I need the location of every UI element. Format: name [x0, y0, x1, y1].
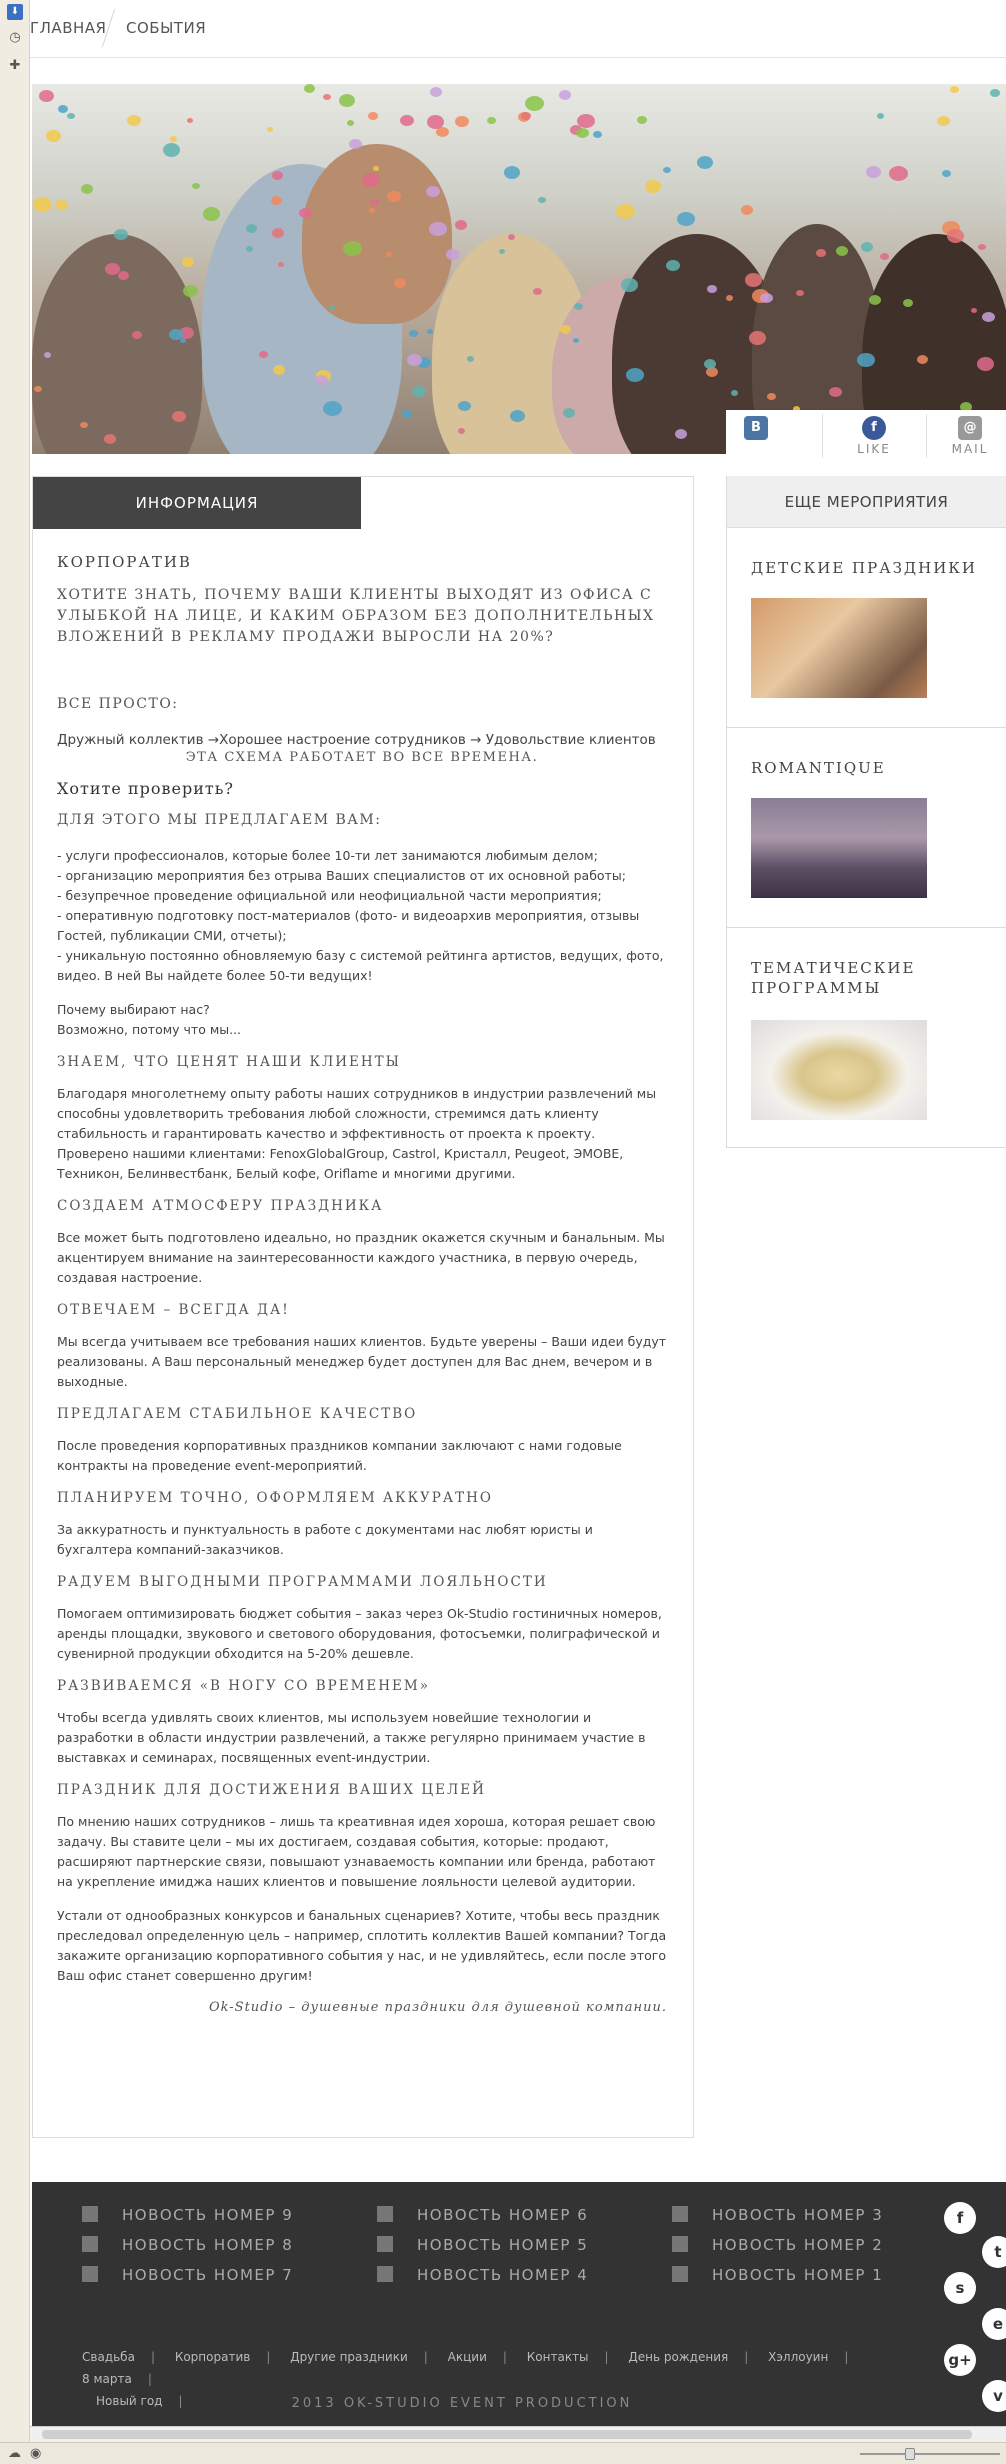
section-heading: РАЗВИВАЕМСЯ «В НОГУ СО ВРЕМЕНЕМ»	[57, 1678, 430, 1694]
news-label[interactable]: НОВОСТЬ НОМЕР 9	[122, 2206, 294, 2224]
confetti-piece	[170, 136, 177, 142]
news-label[interactable]: НОВОСТЬ НОМЕР 4	[417, 2266, 589, 2284]
sidebar-item-label[interactable]: ROMANTIQUE	[751, 759, 886, 777]
section-heading: ПЛАНИРУЕМ ТОЧНО, ОФОРМЛЯЕМ АККУРАТНО	[57, 1490, 493, 1506]
confetti-piece	[677, 212, 695, 226]
bookmark-icon[interactable]: ⬇	[7, 4, 23, 20]
confetti-piece	[767, 393, 776, 400]
square-icon	[672, 2236, 688, 2252]
confetti-piece	[370, 199, 379, 206]
footer-link[interactable]: Свадьба	[82, 2350, 135, 2364]
confetti-piece	[836, 246, 848, 256]
news-label[interactable]: НОВОСТЬ НОМЕР 6	[417, 2206, 589, 2224]
section-text: Мы всегда учитываем все требования наших клиентов. Будьте уверены – Ваши идеи будут реализованы. А Ваш персональный менеджер будет доступен для Вас днем, вечером и в выходные.	[57, 1334, 667, 1389]
news-link[interactable]	[377, 2266, 588, 2284]
offer-heading: ДЛЯ ЭТОГО МЫ ПРЕДЛАГАЕМ ВАМ:	[57, 812, 382, 828]
scheme-subtitle: ЭТА СХЕМА РАБОТАЕТ ВО ВСЕ ВРЕМЕНА.	[185, 750, 539, 765]
like-label: LIKE	[857, 442, 891, 456]
hero-person	[302, 144, 452, 324]
confetti-piece	[593, 131, 602, 138]
section-heading: ПРАЗДНИК ДЛЯ ДОСТИЖЕНИЯ ВАШИХ ЦЕЛЕЙ	[57, 1782, 486, 1798]
section-heading: РАДУЕМ ВЫГОДНЫМИ ПРОГРАММАМИ ЛОЯЛЬНОСТИ	[57, 1574, 548, 1590]
footer-link[interactable]: Хэллоуин	[768, 2350, 829, 2364]
confetti-piece	[458, 401, 471, 411]
copyright: 2013 OK-STUDIO EVENT PRODUCTION	[291, 2396, 633, 2411]
confetti-piece	[104, 434, 116, 444]
article-panel	[32, 476, 694, 2138]
vimeo-social-icon[interactable]: v	[982, 2380, 1006, 2412]
confetti-piece	[163, 143, 180, 157]
list-item: - уникальную постоянно обновляемую базу с системой рейтинга артистов, ведущих, фото, видео. В ней Вы найдете более 50-ти ведущих!	[57, 948, 664, 983]
confetti-piece	[731, 390, 738, 396]
confetti-piece	[707, 285, 717, 293]
confetti-piece	[749, 331, 766, 345]
confetti-piece	[990, 89, 1000, 97]
confetti-piece	[467, 356, 474, 362]
confetti-piece	[430, 87, 442, 97]
sidebar-item-thematic[interactable]	[727, 928, 1006, 1148]
events-sidebar	[726, 476, 1006, 1148]
confetti-piece	[55, 200, 68, 210]
news-link[interactable]	[672, 2206, 883, 2224]
browser-status-bar	[0, 2442, 1006, 2464]
scrollbar-thumb[interactable]	[42, 2430, 972, 2439]
confetti-piece	[697, 156, 713, 169]
section-text: Все может быть подготовлено идеально, но праздник окажется скучным и банальным. Мы акцентируем внимание на заинтересованности каждого участника, в первую очередь, создавая настроение.	[57, 1230, 665, 1285]
zoom-slider-knob[interactable]	[905, 2448, 915, 2460]
footer-link[interactable]: Корпоратив	[174, 2350, 251, 2364]
site-footer	[32, 2182, 1006, 2442]
confetti-piece	[114, 229, 128, 240]
confetti-piece	[44, 352, 51, 358]
confetti-piece	[368, 112, 378, 120]
confetti-piece	[271, 196, 282, 205]
confetti-piece	[58, 105, 68, 113]
confetti-piece	[487, 117, 496, 124]
confetti-piece	[577, 114, 595, 128]
confetti-piece	[347, 120, 354, 126]
confetti-piece	[273, 365, 285, 375]
footer-link[interactable]: Акции	[447, 2350, 487, 2364]
confetti-piece	[339, 94, 355, 107]
mail-icon[interactable]: @	[958, 416, 982, 440]
nav-home-link[interactable]: ГЛАВНАЯ	[30, 19, 107, 37]
sidebar-item-romantique[interactable]	[727, 728, 1006, 928]
confetti-piece	[246, 246, 253, 252]
confetti-piece	[947, 229, 964, 243]
confetti-piece	[525, 96, 544, 111]
confetti-piece	[816, 249, 826, 257]
confetti-piece	[978, 244, 986, 250]
confetti-piece	[304, 84, 315, 93]
why-question: Почему выбирают нас?	[57, 1002, 210, 1017]
confetti-piece	[950, 86, 959, 93]
confetti-piece	[574, 303, 583, 310]
twitter-social-icon[interactable]: t	[982, 2236, 1006, 2268]
footer-link[interactable]: 8 марта	[82, 2372, 132, 2386]
confetti-piece	[666, 260, 680, 271]
article-title: КОРПОРАТИВ	[57, 553, 192, 571]
confetti-piece	[626, 368, 644, 382]
footer-links: Свадьба | Корпоратив | Другие праздники | Акции | Контакты | День рождения | Хэллоуин | 8 марта | Новый год |	[82, 2346, 902, 2412]
confetti-piece	[183, 285, 198, 297]
confetti-piece	[866, 166, 881, 178]
confetti-piece	[132, 331, 142, 339]
confetti-piece	[426, 186, 440, 197]
googleplus-social-icon[interactable]: g+	[944, 2344, 976, 2376]
confetti-piece	[563, 408, 575, 418]
confetti-piece	[323, 401, 342, 416]
confetti-piece	[458, 428, 465, 434]
facebook-like[interactable]	[844, 416, 904, 456]
confetti-piece	[937, 116, 950, 126]
square-icon	[672, 2206, 688, 2222]
confetti-piece	[182, 257, 194, 267]
section-text: После проведения корпоративных праздников компании заключают с нами годовые контракты на проведение event-мероприятий.	[57, 1438, 622, 1473]
confetti-piece	[400, 115, 414, 126]
confetti-piece	[704, 359, 716, 369]
confetti-piece	[169, 329, 183, 340]
confetti-piece	[362, 173, 380, 187]
confetti-piece	[278, 262, 284, 267]
confetti-piece	[521, 112, 531, 120]
confetti-piece	[576, 128, 589, 138]
hero-image	[32, 84, 1006, 454]
confetti-piece	[272, 171, 283, 180]
camera-icon[interactable]: ◉	[30, 2446, 42, 2461]
kids-party-thumbnail[interactable]	[751, 598, 927, 698]
confetti-piece	[861, 242, 873, 252]
news-link[interactable]	[377, 2236, 588, 2254]
confetti-piece	[880, 253, 889, 260]
list-item: - организацию мероприятия без отрыва Ваших специалистов от их основной работы;	[57, 868, 626, 883]
confetti-piece	[267, 127, 273, 132]
confetti-piece	[259, 351, 268, 358]
sidebar-item-label[interactable]: ДЕТСКИЕ ПРАЗДНИКИ	[751, 559, 977, 577]
section-heading: ОТВЕЧАЕМ – ВСЕГДА ДА!	[57, 1302, 290, 1318]
news-link[interactable]	[672, 2266, 883, 2284]
confetti-piece	[877, 113, 884, 119]
divider	[822, 414, 823, 458]
confetti-piece	[118, 271, 129, 280]
vk-share[interactable]	[726, 416, 786, 440]
news-link[interactable]	[82, 2266, 293, 2284]
why-answer: Возможно, потому что мы...	[57, 1022, 242, 1037]
confetti-piece	[455, 116, 469, 127]
horizontal-scrollbar[interactable]	[30, 2426, 1006, 2442]
confetti-piece	[508, 234, 515, 240]
footer-link[interactable]: Новый год	[96, 2394, 163, 2408]
top-navigation	[30, 0, 1006, 58]
skype-social-icon[interactable]: s	[944, 2272, 976, 2304]
confetti-piece	[455, 220, 467, 230]
email-social-icon[interactable]: e	[982, 2308, 1006, 2340]
why-block	[57, 1000, 667, 1040]
signature: Ok-Studio – душевные праздники для душевной компании.	[208, 2000, 667, 2015]
confetti-piece	[323, 94, 331, 100]
pasta-thumbnail[interactable]	[751, 1020, 927, 1120]
news-link[interactable]	[672, 2236, 883, 2254]
confetti-piece	[903, 299, 913, 307]
confetti-piece	[645, 180, 661, 193]
news-label[interactable]: НОВОСТЬ НОМЕР 1	[712, 2266, 884, 2284]
confetti-piece	[39, 90, 54, 102]
confetti-piece	[446, 249, 460, 260]
cloud-icon[interactable]: ☁	[8, 2446, 21, 2461]
confetti-piece	[127, 115, 141, 126]
confetti-piece	[246, 224, 257, 233]
confetti-piece	[982, 312, 995, 322]
news-link[interactable]	[82, 2236, 293, 2254]
confetti-piece	[373, 166, 379, 171]
confetti-piece	[394, 278, 406, 288]
confetti-piece	[889, 166, 908, 181]
confetti-piece	[33, 197, 52, 212]
confetti-piece	[760, 293, 773, 303]
confetti-piece	[386, 252, 392, 257]
section-text: По мнению наших сотрудников – лишь та креативная идея хороша, которая решает свою задачу. Вы ставите цели – мы их достигаем, создавая события, которые: продают, расширяют партнерские связи, повышают узнаваемость компании или бренда, работают на укрепление имиджа наших клиентов и повышение лояльности целевой аудитории.	[57, 1814, 656, 1889]
mail-share[interactable]	[940, 416, 1000, 456]
footer-link[interactable]: Другие праздники	[290, 2350, 408, 2364]
confetti-piece	[745, 273, 762, 287]
confetti-piece	[971, 308, 977, 313]
confetti-piece	[504, 166, 520, 179]
nav-events-link[interactable]: СОБЫТИЯ	[126, 19, 207, 37]
facebook-icon[interactable]: f	[862, 416, 886, 440]
footer-link[interactable]: День рождения	[628, 2350, 729, 2364]
confetti-piece	[387, 191, 401, 202]
section-heading: ПРЕДЛАГАЕМ СТАБИЛЬНОЕ КАЧЕСТВО	[57, 1406, 418, 1422]
confetti-piece	[409, 330, 418, 337]
square-icon	[377, 2206, 393, 2222]
confetti-piece	[402, 410, 412, 418]
romantique-thumbnail[interactable]	[751, 798, 927, 898]
confetti-piece	[427, 115, 444, 129]
divider	[926, 414, 927, 458]
confetti-piece	[857, 353, 875, 367]
confetti-piece	[407, 354, 422, 366]
confetti-piece	[429, 222, 447, 236]
news-label[interactable]: НОВОСТЬ НОМЕР 2	[712, 2236, 884, 2254]
confetti-piece	[663, 167, 671, 173]
sidebar-title: ЕЩЕ МЕРОПРИЯТИЯ	[727, 476, 1006, 528]
square-icon	[82, 2206, 98, 2222]
confetti-piece	[917, 355, 928, 364]
confetti-piece	[272, 228, 284, 238]
confetti-piece	[192, 183, 200, 189]
mail-label: MAIL	[951, 442, 989, 456]
vk-icon[interactable]: В	[744, 416, 768, 440]
confetti-piece	[412, 386, 426, 397]
news-label[interactable]: НОВОСТЬ НОМЕР 3	[712, 2206, 884, 2224]
history-icon[interactable]: ◷	[9, 30, 21, 45]
confetti-piece	[80, 422, 88, 428]
square-icon	[82, 2236, 98, 2252]
confetti-piece	[187, 118, 193, 123]
confetti-piece	[67, 113, 75, 119]
section-heading: ЗНАЕМ, ЧТО ЦЕНЯТ НАШИ КЛИЕНТЫ	[57, 1054, 401, 1070]
facebook-social-icon[interactable]: f	[944, 2202, 976, 2234]
confetti-piece	[560, 325, 571, 334]
confetti-piece	[533, 288, 542, 295]
confetti-piece	[559, 90, 571, 100]
news-label[interactable]: НОВОСТЬ НОМЕР 8	[122, 2236, 294, 2254]
tab-info[interactable]: ИНФОРМАЦИЯ	[33, 477, 361, 529]
list-item: - оперативную подготовку пост-материалов (фото- и видеоархив мероприятия, отзывы Гостей, публикации СМИ, отчеты);	[57, 908, 640, 943]
section-text: За аккуратность и пунктуальность в работе с документами нас любят юристы и бухгалтера компаний-заказчиков.	[57, 1522, 593, 1557]
check-heading: Хотите проверить?	[57, 779, 235, 798]
confetti-piece	[977, 357, 994, 371]
news-label[interactable]: НОВОСТЬ НОМЕР 5	[417, 2236, 589, 2254]
section-text: Помогаем оптимизировать бюджет события – заказ через Ok-Studio гостиничных номеров, аренды площадки, звукового и светового оборудования, фотосъемки, полиграфической и сувенирной продукции обходится на 5-20% дешевле.	[57, 1606, 662, 1661]
confetti-piece	[616, 204, 635, 219]
confetti-piece	[329, 305, 335, 310]
footer-link[interactable]: Контакты	[526, 2350, 589, 2364]
scheme-text: Дружный коллектив →Хорошее настроение сотрудников → Удовольствие клиентов	[57, 732, 656, 748]
confetti-piece	[741, 205, 753, 215]
confetti-piece	[637, 116, 647, 124]
news-link[interactable]	[377, 2206, 588, 2224]
confetti-piece	[46, 130, 61, 142]
confetti-piece	[538, 197, 546, 203]
simple-heading: ВСЕ ПРОСТО:	[57, 696, 179, 712]
confetti-piece	[829, 387, 842, 397]
offer-list	[57, 846, 667, 986]
confetti-piece	[796, 290, 804, 296]
browser-sidebar	[0, 0, 30, 2464]
confetti-piece	[573, 338, 579, 343]
sidebar-item-kids[interactable]	[727, 528, 1006, 728]
confetti-piece	[942, 170, 951, 177]
confetti-piece	[349, 139, 362, 149]
confetti-piece	[299, 208, 312, 218]
confetti-piece	[869, 295, 881, 305]
confetti-piece	[621, 278, 638, 292]
confetti-piece	[34, 386, 42, 392]
list-item: - услуги профессионалов, которые более 10-ти лет занимаются любимым делом;	[57, 848, 598, 863]
confetti-piece	[315, 375, 328, 385]
news-label[interactable]: НОВОСТЬ НОМЕР 7	[122, 2266, 294, 2284]
confetti-piece	[369, 208, 375, 213]
confetti-piece	[510, 410, 525, 422]
section-text: Чтобы всегда удивлять своих клиентов, мы используем новейшие технологии и разработки в области индустрии развлечений, а также регулярно принимаем участие в выставках и семинарах, посвященных event-индустрии.	[57, 1710, 646, 1765]
sidebar-item-label[interactable]: ТЕМАТИЧЕСКИЕ ПРОГРАММЫ	[751, 959, 916, 997]
square-icon	[377, 2236, 393, 2252]
confetti-piece	[427, 329, 433, 334]
add-icon[interactable]: ✚	[9, 58, 21, 73]
confetti-piece	[81, 184, 93, 194]
square-icon	[377, 2266, 393, 2282]
list-item: - безупречное проведение официальной или неофициальной части мероприятия;	[57, 888, 602, 903]
section-text: Благодаря многолетнему опыту работы наших сотрудников в индустрии развлечений мы способны удовлетворить требования любой сложности, стремимся дать клиенту стабильность и гарантировать качество и эффективность от проекта к проекту. Проверено нашими клиентами: FenoxGlobalGroup, Castrol, Кристалл, Peugeot, ЭМОВЕ, Техникон, Белинвестбанк, Белый кофе, Oriflame и многими другими.	[57, 1086, 657, 1181]
news-link[interactable]	[82, 2206, 293, 2224]
confetti-piece	[499, 249, 505, 254]
confetti-piece	[172, 411, 186, 422]
confetti-piece	[726, 295, 733, 301]
confetti-piece	[203, 207, 220, 221]
closing-text: Устали от однообразных конкурсов и банальных сценариев? Хотите, чтобы весь праздник преследовал определенную цель – например, сплотить коллектив Вашей компании? Тогда закажите организацию корпоративного события у нас, и не удивляйтесь, если после этого Ваш офис станет совершенно другим!	[57, 1908, 667, 1983]
share-bar	[726, 410, 1006, 474]
article-content	[57, 553, 667, 2015]
section-heading: СОЗДАЕМ АТМОСФЕРУ ПРАЗДНИКА	[57, 1198, 384, 1214]
square-icon	[672, 2266, 688, 2282]
confetti-piece	[675, 429, 687, 439]
square-icon	[82, 2266, 98, 2282]
confetti-piece	[343, 241, 362, 256]
zoom-slider[interactable]	[860, 2453, 1000, 2455]
article-lead: ХОТИТЕ ЗНАТЬ, ПОЧЕМУ ВАШИ КЛИЕНТЫ ВЫХОДЯТ ИЗ ОФИСА С УЛЫБКОЙ НА ЛИЦЕ, И КАКИМ ОБРАЗОМ БЕЗ ДОПОЛНИТЕЛЬНЫХ ВЛОЖЕНИЙ В РЕКЛАМУ ПРОДАЖИ ВЫРОСЛИ НА 20%?	[57, 587, 655, 645]
